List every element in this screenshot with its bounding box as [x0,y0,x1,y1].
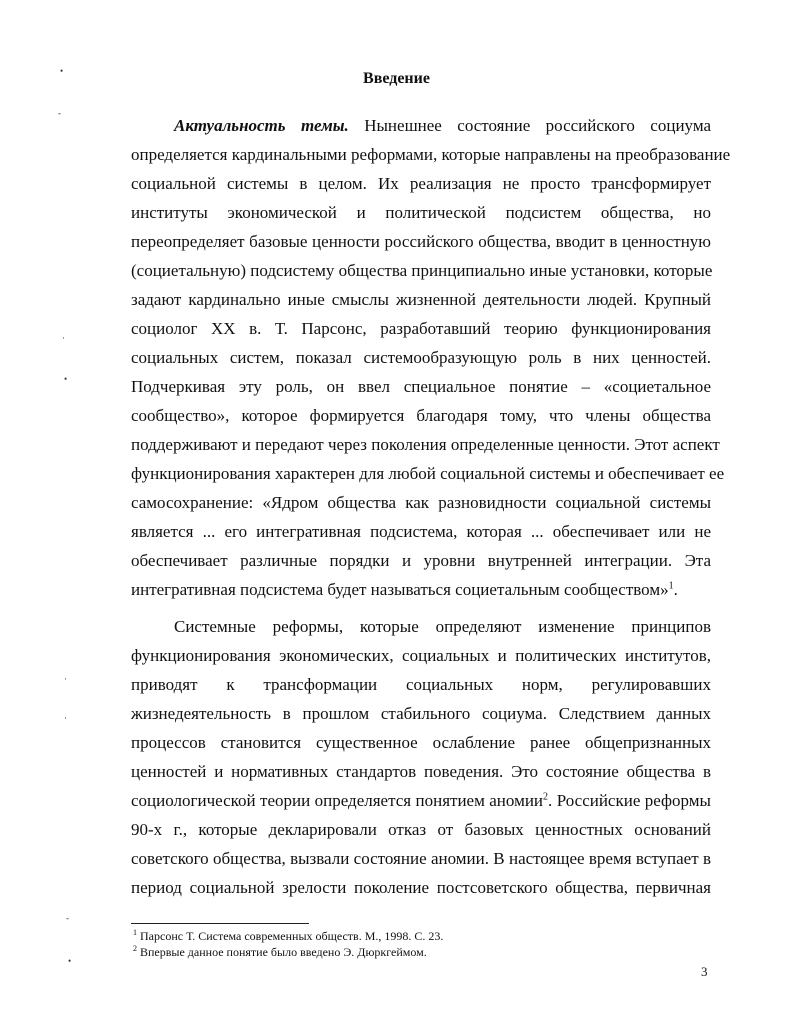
scan-speck: • [64,374,68,384]
footnote-2: $^2$ Впервые данное понятие было введено Э. Дюркгеймом. [133,944,427,959]
scan-speck: • [68,956,72,966]
text-line: поддерживают и передают через поколения определенные ценности. Этот аспект [131,435,720,454]
text-line: (социетальную) подсистему общества принципиально иные установки, которые [131,261,713,280]
text-line: сообщество», которое формируется благодаря тому, что члены общества [131,406,711,425]
paragraph-1 [131,111,731,604]
footnotes [133,928,443,960]
scan-speck: • [60,66,64,76]
scan-speck: - [66,913,69,923]
footnote-1: $^1$ Парсонс Т. Система современных обществ. М., 1998. С. 23. [133,928,444,943]
page-number: 3 [701,964,708,979]
scan-speck: · [64,674,67,684]
text-line: интегративная подсистема будет называться социетальным сообществом»$^1$. [131,580,678,599]
text-line: процессов становится существенное ослабление ранее общепризнанных [131,733,711,752]
text-line: самосохранение: «Ядром общества как разновидности социальной системы [131,493,711,512]
text-line: советского общества, вызвали состояние аномии. В настоящее время вступает в [131,849,711,868]
text-line: институты экономической и политической подсистем общества, но [131,203,711,222]
text-line: переопределяет базовые ценности российского общества, вводит в ценностную [131,232,711,251]
page-title: Введение [363,70,430,87]
text-line: определяется кардинальными реформами, которые направлены на преобразование [131,145,731,164]
footnote-divider [131,923,309,924]
text-line: социолог XX в. Т. Парсонс, разработавший теорию функционирования [131,319,711,338]
paragraph-2 [131,612,711,902]
scan-speck: - [58,108,61,118]
text-line: обеспечивает различные порядки и уровни внутренней интеграции. Эта [131,551,711,570]
text-line: приводят к трансформации социальных норм, регулировавших [131,675,711,694]
text-line: функционирования характерен для любой социальной системы и обеспечивает ее [131,464,725,483]
text-line: является ... его интегративная подсистема, которая ... обеспечивает или не [131,522,711,541]
italic-lead: Актуальность темы. [174,116,349,135]
footnote-ref-2: 2 [543,791,549,803]
main-text [131,111,731,902]
text-line: функционирования экономических, социальных и политических институтов, [131,646,711,665]
text-line: Актуальность темы. Нынешнее состояние российского социума [174,116,712,135]
footnote-ref-1: 1 [668,580,674,592]
text-line: период социальной зрелости поколение постсоветского общества, первичная [131,878,711,897]
text-line: социальной системы в целом. Их реализация не просто трансформирует [131,174,711,193]
text-line: жизнедеятельность в прошлом стабильного социума. Следствием данных [131,704,711,723]
text-line: социальных систем, показал системообразующую роль в них ценностей. [131,348,711,367]
text-line: Системные реформы, которые определяют изменение принципов [174,617,711,636]
text-line: 90-х г., которые декларировали отказ от базовых ценностных оснований [131,820,711,839]
text-line: задают кардинально иные смыслы жизненной деятельности людей. Крупный [131,290,711,309]
text-line: социологической теории определяется понятием аномии$^2$. Российские реформы [131,791,711,810]
scan-speck: · [64,713,67,723]
text-line: Подчеркивая эту роль, он ввел специальное понятие – «социетальное [131,377,711,396]
text-line: ценностей и нормативных стандартов поведения. Это состояние общества в [131,762,711,781]
scan-speck: · [62,333,65,343]
